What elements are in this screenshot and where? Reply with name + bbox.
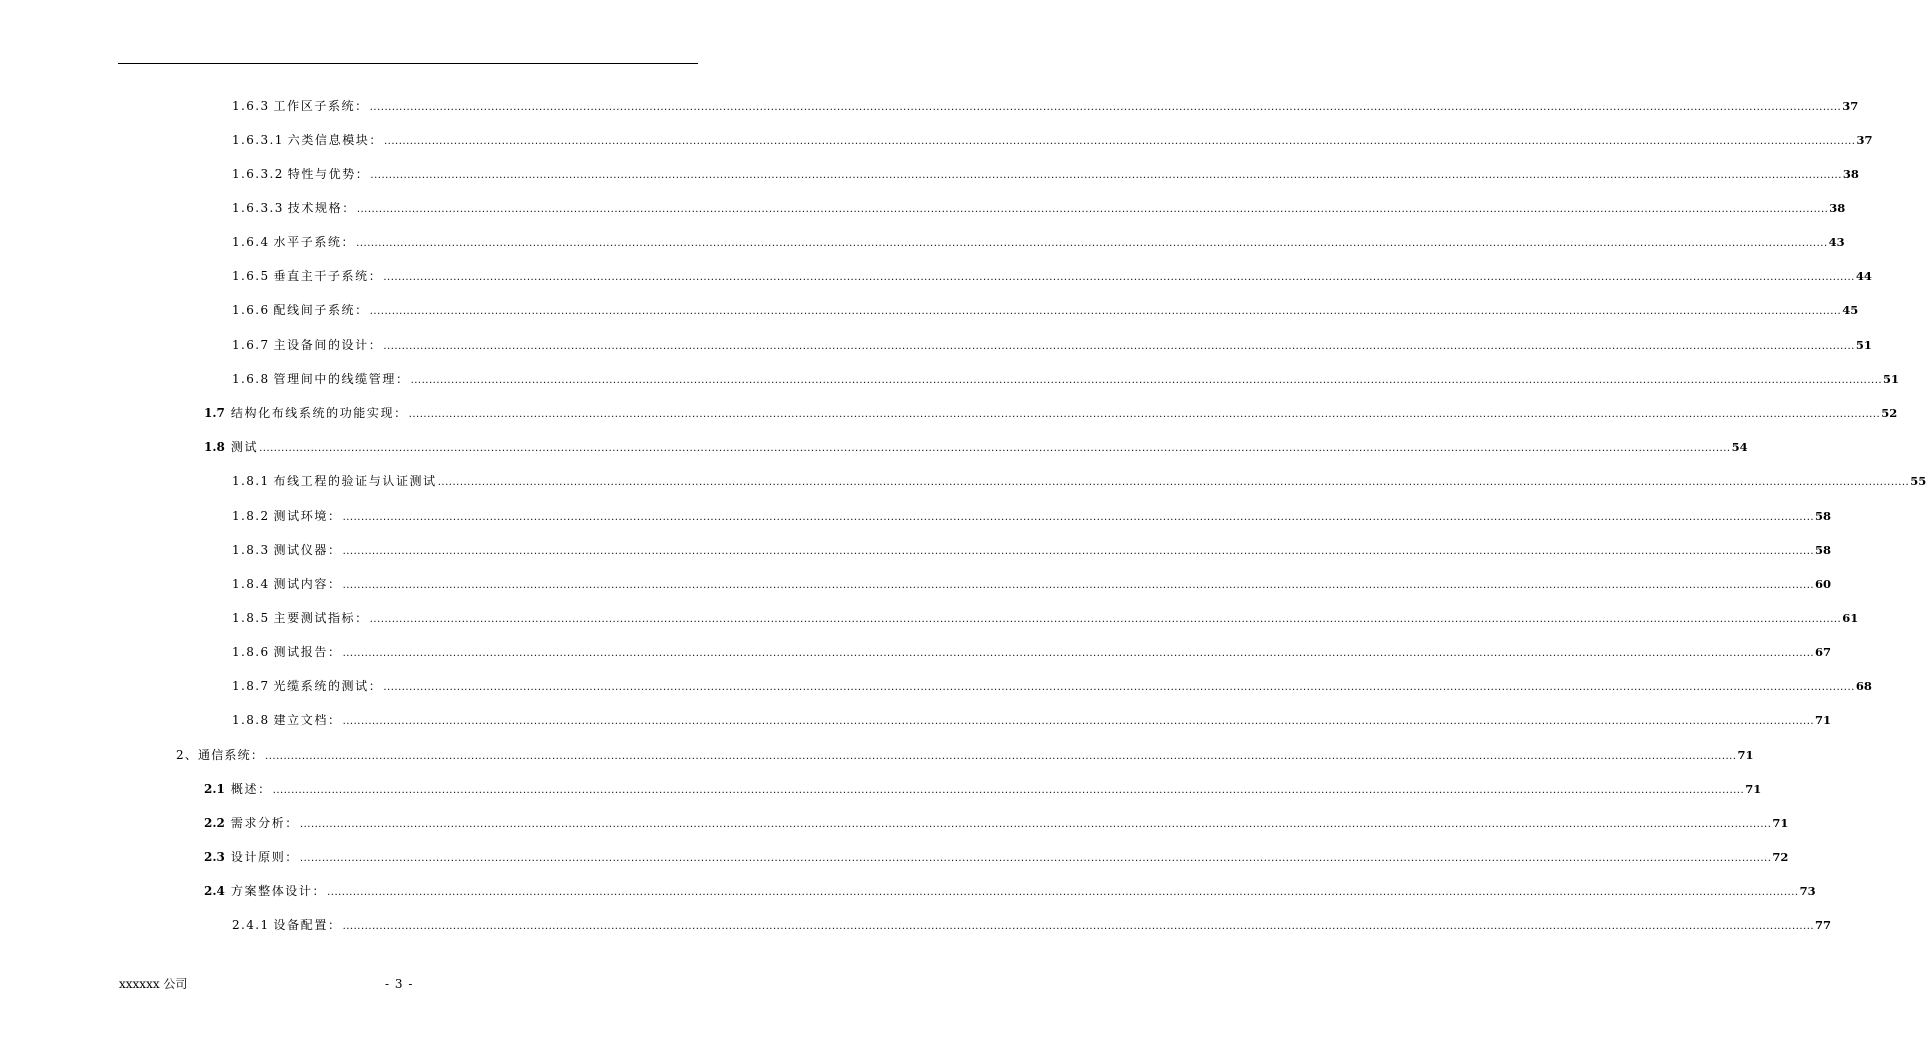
toc-entry-number: 1.8.8 bbox=[232, 713, 270, 727]
toc-entry[interactable] bbox=[204, 403, 1898, 423]
toc-entry-title: 布线工程的验证与认证测试 bbox=[273, 474, 437, 488]
toc-entry[interactable] bbox=[204, 881, 1816, 901]
toc-entry-page: 71 bbox=[1745, 782, 1762, 796]
toc-entry-title: 建立文档： bbox=[273, 713, 342, 727]
toc-entry-number: 1.6.3.1 bbox=[232, 133, 284, 147]
toc-entry-title: 测试仪器： bbox=[273, 543, 342, 557]
toc-entry-number: 1.6.4 bbox=[232, 235, 270, 249]
toc-entry-page: 58 bbox=[1815, 543, 1832, 557]
toc-entry-page: 68 bbox=[1855, 679, 1872, 693]
toc-entry-number: 1.7 bbox=[204, 406, 225, 420]
toc-leader-dots: ................................................................................................................................................................................................................................................................................................................................................................................................................ bbox=[342, 921, 1815, 932]
toc-entry[interactable] bbox=[232, 540, 1832, 560]
toc-entry-title: 设备配置： bbox=[273, 918, 342, 932]
toc-entry-page: 71 bbox=[1772, 816, 1789, 830]
toc-entry[interactable] bbox=[232, 710, 1832, 730]
toc-entry-page: 58 bbox=[1815, 509, 1832, 523]
toc-entry[interactable] bbox=[232, 574, 1832, 594]
toc-entry[interactable] bbox=[232, 676, 1872, 696]
toc-entry-title: 管理间中的线缆管理： bbox=[273, 372, 410, 386]
toc-entry-title: 方案整体设计： bbox=[230, 884, 327, 898]
toc-entry-title: 测试环境： bbox=[273, 509, 342, 523]
toc-entry[interactable] bbox=[232, 642, 1832, 662]
toc-leader-dots: ................................................................................................................................................................................................................................................................................................................................................................................................................ bbox=[369, 102, 1842, 113]
toc-entry[interactable] bbox=[232, 300, 1859, 320]
toc-entry-page: 52 bbox=[1881, 406, 1898, 420]
toc-entry-page: 54 bbox=[1731, 440, 1748, 454]
toc-entry-page: 38 bbox=[1842, 167, 1859, 181]
toc-entry-title: 2、通信系统： bbox=[176, 748, 265, 762]
footer-company: xxxxxx 公司 bbox=[119, 977, 188, 991]
toc-leader-dots: ................................................................................................................................................................................................................................................................................................................................................................................................................ bbox=[265, 751, 1737, 762]
toc-leader-dots: ................................................................................................................................................................................................................................................................................................................................................................................................................ bbox=[383, 682, 1855, 693]
toc-entry-number: 1.6.3 bbox=[232, 99, 270, 113]
toc-leader-dots: ................................................................................................................................................................................................................................................................................................................................................................................................................ bbox=[342, 512, 1815, 523]
toc-entry-number: 1.8.2 bbox=[232, 509, 270, 523]
toc-leader-dots: ................................................................................................................................................................................................................................................................................................................................................................................................................ bbox=[342, 648, 1815, 659]
toc-entry-page: 72 bbox=[1772, 850, 1789, 864]
toc-entry-page: 67 bbox=[1815, 645, 1832, 659]
toc-entry-title: 配线间子系统： bbox=[273, 303, 369, 317]
toc-entry-title: 垂直主干子系统： bbox=[273, 269, 383, 283]
toc-entry-page: 60 bbox=[1815, 577, 1832, 591]
toc-entry-page: 55 bbox=[1910, 474, 1926, 488]
toc-leader-dots: ................................................................................................................................................................................................................................................................................................................................................................................................................ bbox=[342, 546, 1815, 557]
toc-entry-title: 光缆系统的测试： bbox=[273, 679, 383, 693]
toc-entry-page: 51 bbox=[1883, 372, 1900, 386]
toc-leader-dots: ................................................................................................................................................................................................................................................................................................................................................................................................................ bbox=[369, 306, 1842, 317]
toc-entry[interactable] bbox=[232, 198, 1846, 218]
toc-entry-page: 45 bbox=[1842, 303, 1859, 317]
toc-entry-number: 1.8.6 bbox=[232, 645, 270, 659]
toc-leader-dots: ................................................................................................................................................................................................................................................................................................................................................................................................................ bbox=[437, 477, 1910, 488]
toc-leader-dots: ................................................................................................................................................................................................................................................................................................................................................................................................................ bbox=[370, 170, 1842, 181]
toc-entry-page: 37 bbox=[1856, 133, 1873, 147]
toc-entry-number: 1.8.5 bbox=[232, 611, 270, 625]
toc-entry-page: 77 bbox=[1815, 918, 1832, 932]
toc-entry[interactable] bbox=[232, 335, 1872, 355]
toc-entry-title: 主要测试指标： bbox=[273, 611, 369, 625]
toc-entry-number: 1.8.4 bbox=[232, 577, 270, 591]
toc-entry[interactable] bbox=[232, 608, 1859, 628]
toc-entry-page: 37 bbox=[1842, 99, 1859, 113]
toc-entry-title: 工作区子系统： bbox=[273, 99, 369, 113]
toc-leader-dots: ................................................................................................................................................................................................................................................................................................................................................................................................................ bbox=[356, 204, 1829, 215]
toc-entry-page: 51 bbox=[1855, 338, 1872, 352]
toc-entry-title: 设计原则： bbox=[230, 850, 299, 864]
toc-entry-number: 2.4.1 bbox=[232, 918, 270, 932]
toc-entry-number: 2.3 bbox=[204, 850, 225, 864]
toc-entry-title: 测试内容： bbox=[273, 577, 342, 591]
toc-entry-title: 技术规格： bbox=[287, 201, 356, 215]
toc-leader-dots: ................................................................................................................................................................................................................................................................................................................................................................................................................ bbox=[408, 409, 1881, 420]
toc-leader-dots: ................................................................................................................................................................................................................................................................................................................................................................................................................ bbox=[342, 580, 1815, 591]
toc-leader-dots: ................................................................................................................................................................................................................................................................................................................................................................................................................ bbox=[383, 272, 1855, 283]
toc-leader-dots: ................................................................................................................................................................................................................................................................................................................................................................................................................ bbox=[299, 819, 1772, 830]
toc-entry-page: 71 bbox=[1815, 713, 1832, 727]
toc-leader-dots: ................................................................................................................................................................................................................................................................................................................................................................................................................ bbox=[384, 136, 1856, 147]
toc-entry-title: 概述： bbox=[230, 782, 272, 796]
toc-entry-number: 1.6.6 bbox=[232, 303, 270, 317]
toc-entry[interactable] bbox=[232, 369, 1900, 389]
toc-leader-dots: ................................................................................................................................................................................................................................................................................................................................................................................................................ bbox=[327, 887, 1799, 898]
toc-entry-number: 1.8 bbox=[204, 440, 225, 454]
toc-entry-title: 需求分析： bbox=[230, 816, 299, 830]
toc-entry[interactable] bbox=[232, 471, 1926, 491]
toc-entry[interactable] bbox=[204, 437, 1748, 457]
toc-entry[interactable] bbox=[204, 779, 1762, 799]
toc-entry-page: 71 bbox=[1737, 748, 1754, 762]
toc-entry-number: 1.6.5 bbox=[232, 269, 270, 283]
toc-leader-dots: ................................................................................................................................................................................................................................................................................................................................................................................................................ bbox=[272, 785, 1745, 796]
toc-leader-dots: ................................................................................................................................................................................................................................................................................................................................................................................................................ bbox=[259, 443, 1731, 454]
toc-entry-number: 2.4 bbox=[204, 884, 225, 898]
toc-entry[interactable] bbox=[232, 96, 1859, 116]
toc-entry-page: 73 bbox=[1799, 884, 1816, 898]
toc-leader-dots: ................................................................................................................................................................................................................................................................................................................................................................................................................ bbox=[299, 853, 1772, 864]
toc-entry-page: 38 bbox=[1829, 201, 1846, 215]
toc-entry-number: 1.6.8 bbox=[232, 372, 270, 386]
toc-entry-title: 特性与优势： bbox=[287, 167, 370, 181]
toc-entry[interactable] bbox=[176, 745, 1754, 765]
toc-entry-number: 1.8.1 bbox=[232, 474, 270, 488]
toc-entry[interactable] bbox=[232, 266, 1872, 286]
toc-entry-title: 测试报告： bbox=[273, 645, 342, 659]
toc-entry-title: 结构化布线系统的功能实现： bbox=[230, 406, 408, 420]
toc-entry-number: 2.1 bbox=[204, 782, 225, 796]
toc-entry[interactable] bbox=[204, 847, 1789, 867]
toc-leader-dots: ................................................................................................................................................................................................................................................................................................................................................................................................................ bbox=[383, 341, 1855, 352]
toc-leader-dots: ................................................................................................................................................................................................................................................................................................................................................................................................................ bbox=[342, 716, 1815, 727]
toc-entry-number: 1.6.3.2 bbox=[232, 167, 284, 181]
toc-leader-dots: ................................................................................................................................................................................................................................................................................................................................................................................................................ bbox=[410, 375, 1883, 386]
toc-entry-number: 1.6.3.3 bbox=[232, 201, 284, 215]
toc-entry-number: 1.8.3 bbox=[232, 543, 270, 557]
toc-entry-page: 43 bbox=[1828, 235, 1845, 249]
toc-entry[interactable] bbox=[232, 915, 1832, 935]
toc-entry-number: 1.8.7 bbox=[232, 679, 270, 693]
toc-entry[interactable] bbox=[232, 506, 1832, 526]
toc-entry-number: 2.2 bbox=[204, 816, 225, 830]
toc-entry[interactable] bbox=[232, 164, 1859, 184]
footer-page-number: - 3 - bbox=[385, 977, 414, 991]
toc-entry-page: 61 bbox=[1842, 611, 1859, 625]
toc-entry[interactable] bbox=[232, 232, 1845, 252]
toc-entry-title: 六类信息模块： bbox=[287, 133, 383, 147]
toc-entry-title: 测试 bbox=[230, 440, 259, 454]
toc-entry[interactable] bbox=[232, 130, 1873, 150]
toc-entry-title: 主设备间的设计： bbox=[273, 338, 383, 352]
toc-entry-number: 1.6.7 bbox=[232, 338, 270, 352]
toc-entry-page: 44 bbox=[1855, 269, 1872, 283]
toc-entry-title: 水平子系统： bbox=[273, 235, 356, 249]
toc-leader-dots: ................................................................................................................................................................................................................................................................................................................................................................................................................ bbox=[356, 238, 1828, 249]
toc-leader-dots: ................................................................................................................................................................................................................................................................................................................................................................................................................ bbox=[369, 614, 1842, 625]
toc-entry[interactable] bbox=[204, 813, 1789, 833]
